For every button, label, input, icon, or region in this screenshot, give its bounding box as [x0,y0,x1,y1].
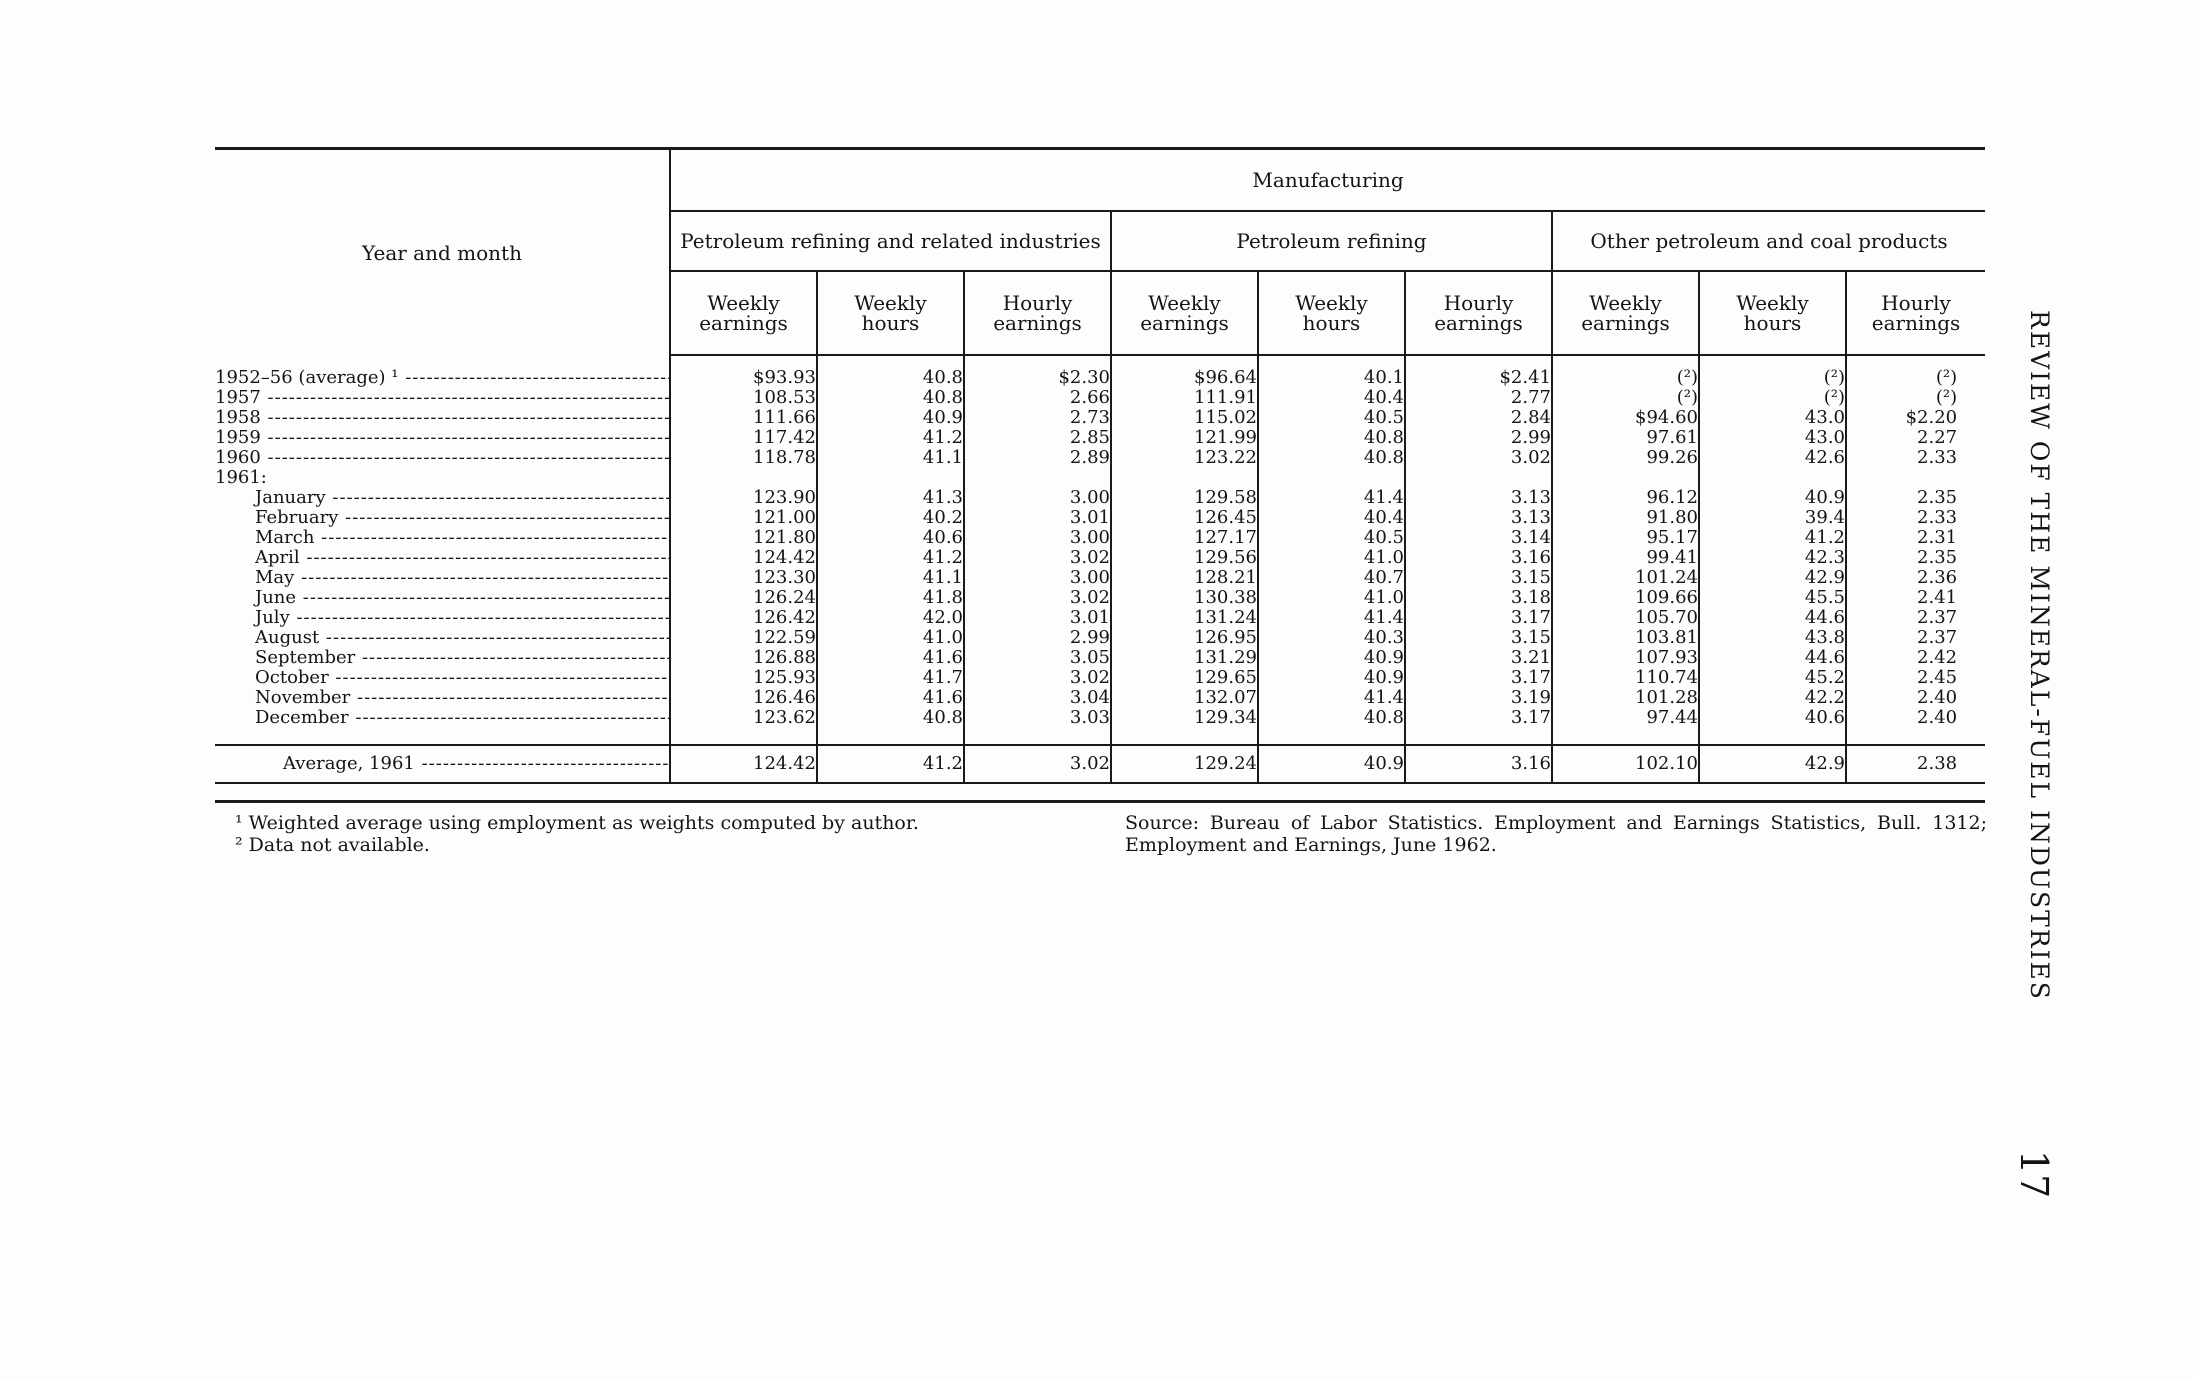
table-cell: 2.38 [1846,745,1985,783]
table-cell: 128.21 [1111,568,1258,588]
table-cell: 40.7 [1258,568,1405,588]
table-cell: 2.41 [1917,587,1958,608]
table-cell: 121.80 [670,528,817,548]
table-cell: 2.35 [1917,547,1958,568]
table-cell: 40.9 [1258,668,1405,688]
table-cell: 3.02 [1405,448,1552,468]
row-label: May ----- [215,568,670,588]
table-cell: 3.16 [1405,548,1552,568]
table-cell: 40.8 [817,368,964,388]
table-cell: 44.6 [1699,648,1846,668]
column-header: Weekly earnings [670,271,817,355]
table-cell: 39.4 [1699,508,1846,528]
table-cell: 101.28 [1552,688,1699,708]
table-row [215,568,1985,588]
table-cell: $2.30 [964,368,1111,388]
table-cell: 129.56 [1111,548,1258,568]
table-cell: (²) [1935,387,1958,408]
table-cell: 130.38 [1111,588,1258,608]
table-cell [1405,468,1552,488]
table-cell: 41.1 [817,448,964,468]
table-cell: 91.80 [1552,508,1699,528]
table-cell: 102.10 [1552,745,1699,783]
table-cell: 97.44 [1552,708,1699,728]
table-cell: 3.17 [1405,708,1552,728]
table-cell: (²) [1699,368,1846,388]
table-cell: 40.9 [817,408,964,428]
table-row [215,668,1985,688]
table-cell: 129.24 [1111,745,1258,783]
table-cell [964,728,1111,745]
table-cell: 3.13 [1405,488,1552,508]
row-label: November ----- [215,688,670,708]
table-cell: 41.2 [1699,528,1846,548]
row-label [215,728,670,745]
table-cell: (²) [1699,388,1846,408]
table-cell: 40.5 [1258,408,1405,428]
group-header-other-products: Other petroleum and coal products [1552,211,1985,271]
table-cell: 2.99 [964,628,1111,648]
table-row [215,608,1985,628]
table-row [215,408,1985,428]
table-row [215,528,1985,548]
table-cell: 41.3 [817,488,964,508]
table-cell: 111.91 [1111,388,1258,408]
table-cell: 44.6 [1699,608,1846,628]
row-label: 1958 ----- [215,408,670,428]
table-cell: 42.2 [1699,688,1846,708]
table-row-year-heading [215,468,1985,488]
table-cell: 41.2 [817,745,964,783]
table-cell: $2.20 [1905,407,1958,428]
table-cell: 3.02 [964,668,1111,688]
table-cell: 41.2 [817,428,964,448]
table-cell: 40.4 [1258,388,1405,408]
column-header: Weekly earnings [1552,271,1699,355]
table-cell: 108.53 [670,388,817,408]
table-cell [1405,728,1552,745]
table-cell: 115.02 [1111,408,1258,428]
table-row [215,688,1985,708]
table-cell: 40.3 [1258,628,1405,648]
table-cell: 40.9 [1258,745,1405,783]
row-label: February ----- [215,508,670,528]
table-cell [1846,468,1985,488]
table-cell: $2.41 [1405,368,1552,388]
table-cell: 124.42 [670,548,817,568]
stub-header: Year and month [215,149,670,356]
table-cell: 2.99 [1405,428,1552,448]
table-cell: 2.33 [1917,507,1958,528]
column-header: Weekly hours [1258,271,1405,355]
table-cell: 126.45 [1111,508,1258,528]
table-cell: 3.15 [1405,568,1552,588]
table-row [215,448,1985,468]
table-cell: 2.73 [964,408,1111,428]
table-cell [1699,468,1846,488]
table-cell: 2.42 [1917,647,1958,668]
table-cell: 99.26 [1552,448,1699,468]
table-cell [1552,468,1699,488]
table-cell: 3.01 [964,508,1111,528]
table-cell: $93.93 [670,368,817,388]
table-cell: 40.4 [1258,508,1405,528]
table-cell: 42.9 [1699,568,1846,588]
row-label: December ----- [215,708,670,728]
column-header: Hourly earnings [1846,271,1985,355]
table-cell: 131.24 [1111,608,1258,628]
table-cell: 103.81 [1552,628,1699,648]
table-cell [817,468,964,488]
table-cell: 2.33 [1917,447,1958,468]
table-cell: 41.4 [1258,688,1405,708]
table-cell: 43.8 [1699,628,1846,648]
table-cell: 95.17 [1552,528,1699,548]
table-cell: 41.1 [817,568,964,588]
table-cell: 123.90 [670,488,817,508]
table-cell [817,728,964,745]
table-cell: 118.78 [670,448,817,468]
table-cell: 129.34 [1111,708,1258,728]
table-cell: $96.64 [1111,368,1258,388]
table-cell: 40.1 [1258,368,1405,388]
row-label: January ----- [215,488,670,508]
table-cell [1552,728,1699,745]
table-cell [1111,468,1258,488]
table-cell [1699,728,1846,745]
table-cell: 45.2 [1699,668,1846,688]
table-cell [1258,468,1405,488]
table-cell: 2.40 [1917,687,1958,708]
table-cell: (²) [1552,368,1699,388]
table-cell: 126.95 [1111,628,1258,648]
table-cell: 41.4 [1258,488,1405,508]
table-cell: 3.00 [964,568,1111,588]
table-cell: 40.9 [1699,488,1846,508]
table-cell: (²) [1552,388,1699,408]
table-row [215,708,1985,728]
column-header: Weekly earnings [1111,271,1258,355]
row-label: September ----- [215,648,670,668]
row-label: 1961: [215,468,670,488]
table-cell: 97.61 [1552,428,1699,448]
table-cell: 41.4 [1258,608,1405,628]
table-cell: 3.15 [1405,628,1552,648]
table-cell: 107.93 [1552,648,1699,668]
table-cell: 126.88 [670,648,817,668]
row-label: October ----- [215,668,670,688]
table-cell: 41.8 [817,588,964,608]
table-row [215,648,1985,668]
table-cell: 126.46 [670,688,817,708]
table-cell: 123.30 [670,568,817,588]
table-bottom-rule [215,800,1985,803]
table-cell: 41.2 [817,548,964,568]
table-cell: 2.27 [1917,427,1958,448]
footnotes [235,812,1055,856]
table-cell: 42.3 [1699,548,1846,568]
table-cell: 3.21 [1405,648,1552,668]
table-cell: 2.36 [1917,567,1958,588]
footnote-2: ² Data not available. [235,834,430,856]
table-cell: 41.0 [1258,548,1405,568]
table-cell: (²) [1935,367,1958,388]
table-cell: 43.0 [1699,428,1846,448]
table-cell: 40.8 [817,708,964,728]
table-row [215,488,1985,508]
table-cell: 121.99 [1111,428,1258,448]
table-cell: 2.35 [1917,487,1958,508]
source-note: Source: Bureau of Labor Statistics. Employment and Earnings Statistics, Bull. 1312; Employment and Earnings, June 1962. [1125,812,1987,856]
table-row [215,388,1985,408]
footnote-1: ¹ Weighted average using employment as weights computed by author. [235,812,919,834]
table-cell: 3.02 [964,745,1111,783]
spacer-row [215,728,1985,745]
table-row [215,508,1985,528]
table-cell: 40.8 [1258,448,1405,468]
table-cell: 2.45 [1917,667,1958,688]
table-cell: 99.41 [1552,548,1699,568]
table-row [215,428,1985,448]
table-cell: 40.5 [1258,528,1405,548]
table-cell: 41.6 [817,688,964,708]
group-header-petroleum-refining: Petroleum refining [1111,211,1552,271]
table-cell: 3.19 [1405,688,1552,708]
row-label: 1952–56 (average) ¹ ----- [215,368,670,388]
table-body [215,355,1985,783]
table-cell: 127.17 [1111,528,1258,548]
table-cell [670,468,817,488]
table-cell [964,468,1111,488]
table-cell: 3.01 [964,608,1111,628]
row-label: July ----- [215,608,670,628]
table-cell: 40.8 [1258,708,1405,728]
table-cell [1258,728,1405,745]
table-cell: 45.5 [1699,588,1846,608]
row-label: 1960 ----- [215,448,670,468]
table-cell: 109.66 [1552,588,1699,608]
table-cell [1846,728,1985,745]
table-row [215,628,1985,648]
table-cell: 3.16 [1405,745,1552,783]
table-cell: 3.04 [964,688,1111,708]
page-number: 17 [2012,1150,2056,1199]
table-cell: 40.6 [1699,708,1846,728]
table-cell: 129.65 [1111,668,1258,688]
table-cell: 3.17 [1405,608,1552,628]
table-cell: 3.02 [964,588,1111,608]
table-cell: 96.12 [1552,488,1699,508]
column-header: Hourly earnings [1405,271,1552,355]
table-cell: 129.58 [1111,488,1258,508]
row-label: 1959 ----- [215,428,670,448]
table-cell: 41.7 [817,668,964,688]
table-cell: 3.00 [964,488,1111,508]
table-row [215,588,1985,608]
table-cell: 2.77 [1405,388,1552,408]
table-cell: 40.2 [817,508,964,528]
row-label: 1957 ----- [215,388,670,408]
table-cell: 122.59 [670,628,817,648]
row-label: March ----- [215,528,670,548]
row-label: April ----- [215,548,670,568]
table-cell: 2.37 [1917,607,1958,628]
table-cell: 2.37 [1917,627,1958,648]
group-header-manufacturing: Manufacturing [670,149,1985,212]
table-cell: 126.24 [670,588,817,608]
column-header: Weekly hours [817,271,964,355]
table-cell [1111,728,1258,745]
row-label: August ----- [215,628,670,648]
table-cell: 40.9 [1258,648,1405,668]
table-cell: 123.22 [1111,448,1258,468]
table-cell: 3.14 [1405,528,1552,548]
table-cell: 124.42 [670,745,817,783]
table-row [215,368,1985,388]
table-cell: 42.9 [1699,745,1846,783]
table-cell: 43.0 [1699,408,1846,428]
row-label: Average, 1961 ----- [215,745,670,783]
table-cell: 125.93 [670,668,817,688]
table-row-average [215,745,1985,783]
table-cell: 42.6 [1699,448,1846,468]
table-cell: 123.62 [670,708,817,728]
table-cell: $94.60 [1552,408,1699,428]
table-cell: 41.6 [817,648,964,668]
table-cell: 117.42 [670,428,817,448]
table-cell: 3.02 [964,548,1111,568]
table-cell: 101.24 [1552,568,1699,588]
table-cell: 2.40 [1917,707,1958,728]
table-cell: 121.00 [670,508,817,528]
column-header: Weekly hours [1699,271,1846,355]
table-cell: 40.8 [1258,428,1405,448]
table-cell: 2.85 [964,428,1111,448]
table-cell: 3.00 [964,528,1111,548]
table-cell: 3.18 [1405,588,1552,608]
table-cell: 42.0 [817,608,964,628]
table-cell: 105.70 [1552,608,1699,628]
table-cell: 132.07 [1111,688,1258,708]
earnings-table [215,147,1985,784]
row-label: June ----- [215,588,670,608]
table-cell: 131.29 [1111,648,1258,668]
table-cell: 110.74 [1552,668,1699,688]
table-cell: 2.89 [964,448,1111,468]
table-cell: 3.13 [1405,508,1552,528]
table-cell: 111.66 [670,408,817,428]
table-cell [670,728,817,745]
table-cell: 40.8 [817,388,964,408]
running-head: REVIEW OF THE MINERAL-FUEL INDUSTRIES [2025,310,2054,1001]
column-header: Hourly earnings [964,271,1111,355]
table-cell: 2.66 [964,388,1111,408]
table-cell: 3.03 [964,708,1111,728]
table-cell: 3.05 [964,648,1111,668]
table-cell: 3.17 [1405,668,1552,688]
table-row [215,548,1985,568]
table-cell: 40.6 [817,528,964,548]
table-cell: 41.0 [1258,588,1405,608]
table-cell: 41.0 [817,628,964,648]
table-cell: 2.31 [1917,527,1958,548]
table-cell: 126.42 [670,608,817,628]
table-cell: 2.84 [1405,408,1552,428]
group-header-petroleum-related: Petroleum refining and related industries [670,211,1111,271]
